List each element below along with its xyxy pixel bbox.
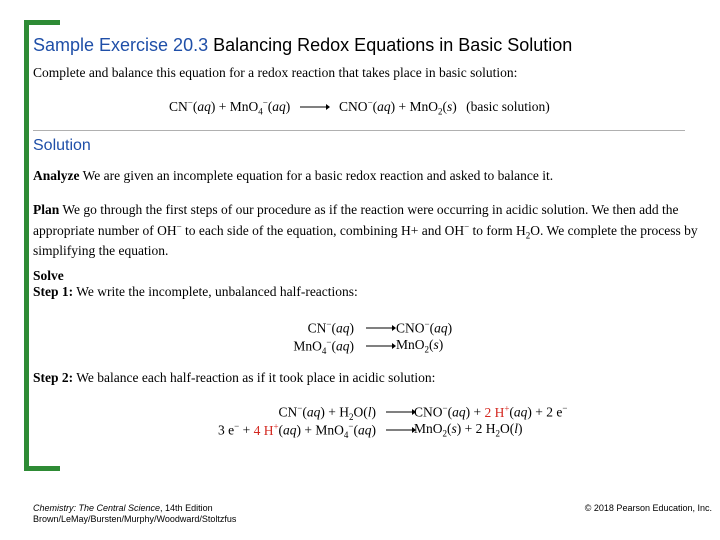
step2-paragraph (33, 370, 713, 386)
step2-half-reaction-1-right: CNO−(aq) + 2 H+(aq) + 2 e− (414, 403, 568, 420)
copyright-notice: © 2018 Pearson Education, Inc. (584, 503, 712, 513)
footer-citation (33, 503, 236, 525)
step1-text: We write the incomplete, unbalanced half-reactions: (73, 284, 358, 299)
plan-paragraph (33, 202, 713, 259)
analyze-paragraph (33, 168, 713, 184)
main-equation-left: CN−(aq) + MnO$_4$−(aq) (169, 97, 291, 117)
book-title: Chemistry: The Central Science (33, 503, 161, 513)
page-title (33, 35, 572, 56)
exercise-title: Balancing Redox Equations in Basic Solution (208, 35, 573, 55)
reaction-arrow-icon (300, 102, 330, 112)
reaction-arrow-icon (386, 425, 416, 435)
plan-text: We go through the first steps of our procedure as if the reaction were occurring in acidic solution. We then add the appropriate number of OH− to each side of the equation, combining H+ and OH− to form $H_2O$. We complete the process by simplifying the equation. (33, 202, 698, 259)
step2-half-reaction-2-right: MnO$_2$(s) + 2 $H_2O(l)$ (414, 421, 523, 439)
reaction-arrow-icon (366, 323, 396, 333)
step1-half-reaction-1-right: CNO−(aq) (396, 319, 453, 336)
solve-label: Solve (33, 268, 64, 283)
intro-text: Complete and balance this equation for a redox reaction that takes place in basic solution: (33, 65, 518, 80)
step2-text: We balance each half-reaction as if it took place in acidic solution: (73, 370, 436, 385)
main-equation-right: CNO−(aq) + MnO$_2$(s) (339, 97, 457, 117)
book-authors: Brown/LeMay/Bursten/Murphy/Woodward/Stoltzfus (33, 514, 237, 524)
book-edition: , 14th Edition (160, 503, 213, 513)
step1-half-reaction-2-right: MnO$_2$(s) (396, 337, 444, 355)
green-side-bar (24, 20, 29, 320)
solution-heading: Solution (33, 137, 91, 154)
step1-label: Step 1: (33, 284, 74, 299)
reaction-arrow-icon (386, 407, 416, 417)
reaction-arrow-icon (366, 341, 396, 351)
step1-half-reaction-1-left: CN−(aq) (307, 319, 354, 336)
section-divider (33, 130, 685, 131)
green-bracket-top (24, 20, 60, 25)
analyze-label: Analyze (33, 168, 80, 183)
exercise-number: Sample Exercise 20.3 (33, 35, 209, 55)
main-equation (169, 97, 550, 116)
step2-half-reaction-1-left: $CN^-(aq) + H_2O(l)$ (278, 403, 376, 423)
step1-half-reaction-2-left: MnO$_4$−(aq) (293, 337, 354, 357)
step2-half-reaction-2-left: 3 e− + 4 H+(aq) + MnO$_4$−(aq) (218, 421, 376, 441)
green-side-bar-lower (24, 320, 29, 470)
green-bracket-bottom (24, 466, 60, 471)
step2-label: Step 2: (33, 370, 74, 385)
main-equation-note: (basic solution) (466, 98, 550, 114)
solve-paragraph (33, 268, 713, 300)
plan-label: Plan (33, 202, 60, 217)
analyze-text: We are given an incomplete equation for a basic redox reaction and asked to balance it. (79, 168, 554, 183)
